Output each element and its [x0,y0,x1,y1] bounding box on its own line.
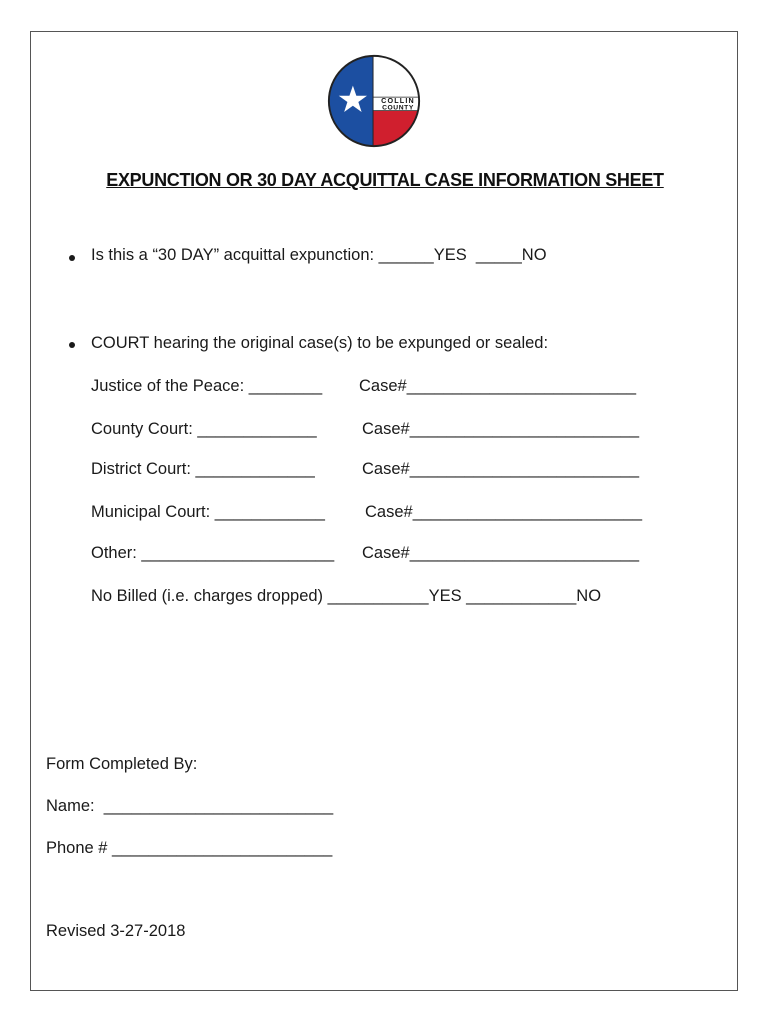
justice-of-peace-case: Case#_________________________ [359,377,637,395]
court-question: COURT hearing the original case(s) to be expunged or sealed: [91,334,549,352]
thirty-day-question: Is this a “30 DAY” acquittal expunction: ______YES _____NO [91,246,547,264]
county-court-line: County Court: _____________ [91,420,317,438]
form-completed-by-label: Form Completed By: [46,755,198,773]
municipal-court-case: Case#_________________________ [365,503,643,521]
municipal-court-line: Municipal Court: ____________ [91,503,325,521]
phone-line: Phone # ________________________ [46,839,333,857]
district-court-case: Case#_________________________ [362,460,640,478]
logo-text-county: COUNTY [382,104,414,112]
bullet-q1 [69,255,75,261]
logo-text-collin: COLLIN [381,95,415,105]
logo-white-field [373,53,422,97]
justice-of-peace-line: Justice of the Peace: ________ [91,377,323,395]
name-line: Name: _________________________ [46,797,334,815]
district-court-line: District Court: _____________ [91,460,315,478]
bullet-q2 [69,342,75,348]
other-court-line: Other: _____________________ [91,544,335,562]
form-title: EXPUNCTION OR 30 DAY ACQUITTAL CASE INFORMATION SHEET [106,170,664,190]
revised-date: Revised 3-27-2018 [46,922,186,940]
logo-red-field [373,111,422,149]
no-billed-line: No Billed (i.e. charges dropped) ___________YES ____________NO [91,587,602,605]
collin-county-logo [326,53,422,149]
county-court-case: Case#_________________________ [362,420,640,438]
other-court-case: Case#_________________________ [362,544,640,562]
